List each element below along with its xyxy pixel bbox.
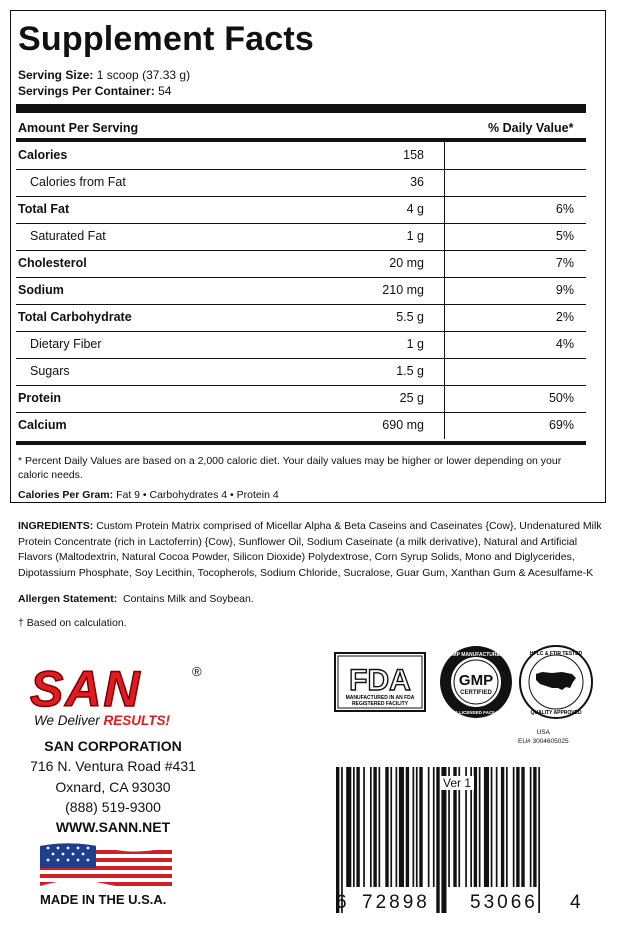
servings-per-container-value: 54 bbox=[158, 84, 172, 98]
gmp-top-text: GMP MANUFACTURED bbox=[448, 652, 504, 658]
nutrient-name: Calories bbox=[18, 148, 68, 162]
amount-per-serving-header: Amount Per Serving bbox=[18, 121, 139, 135]
tagline bbox=[34, 713, 170, 728]
fda-icon bbox=[334, 652, 426, 712]
barcode-right-group: 53066 bbox=[470, 892, 538, 913]
serving-size bbox=[18, 68, 190, 82]
nutrient-name: Cholesterol bbox=[18, 256, 87, 270]
tagline-prefix: We Deliver bbox=[34, 713, 100, 728]
phone: (888) 519-9300 bbox=[65, 799, 161, 815]
table-row bbox=[16, 142, 586, 169]
column-divider bbox=[444, 142, 445, 169]
us-flag-graphic bbox=[40, 842, 172, 890]
fda-letters: FDA bbox=[349, 664, 411, 697]
serving-size-label: Serving Size: bbox=[18, 68, 94, 82]
gmp-badge bbox=[438, 644, 514, 725]
column-divider bbox=[444, 250, 445, 277]
nutrient-name: Calcium bbox=[18, 418, 67, 432]
column-divider bbox=[444, 304, 445, 331]
barcode-check-digit: 4 bbox=[570, 892, 581, 913]
nutrient-name: Total Carbohydrate bbox=[18, 310, 132, 324]
us-flag-icon bbox=[40, 842, 172, 895]
nutrient-daily-value: 6% bbox=[555, 202, 574, 216]
made-in-usa: MADE IN THE U.S.A. bbox=[40, 892, 167, 907]
ingredients-label: INGREDIENTS: bbox=[18, 520, 94, 532]
nutrient-name: Dietary Fiber bbox=[30, 337, 102, 351]
fda-line1: MANUFACTURED IN AN FDA bbox=[345, 695, 415, 701]
website: WWW.SANN.NET bbox=[55, 819, 171, 835]
table-row bbox=[16, 223, 586, 250]
nutrient-amount: 1 g bbox=[406, 337, 424, 351]
gmp-text: GMP bbox=[458, 672, 494, 689]
nutrient-daily-value: 4% bbox=[555, 337, 574, 351]
nutrient-amount: 690 mg bbox=[382, 418, 424, 432]
table-row bbox=[16, 250, 586, 277]
nutrient-amount: 1 g bbox=[406, 229, 424, 243]
region-code bbox=[518, 728, 569, 746]
nutrient-name: Saturated Fat bbox=[30, 229, 106, 243]
fda-line2: REGISTERED FACILITY bbox=[351, 701, 409, 707]
allergen-statement bbox=[18, 593, 254, 605]
gmp-bottom-text: FDA LICENSED FACILITY bbox=[448, 710, 504, 715]
nutrient-daily-value: 9% bbox=[555, 283, 574, 297]
nutrient-name: Calories from Fat bbox=[30, 175, 126, 189]
daily-value-footnote: * Percent Daily Values are based on a 2,000 caloric diet. Your daily values may be higher or lower depending on your caloric needs. bbox=[18, 455, 562, 481]
column-divider bbox=[444, 223, 445, 250]
allergen-text: Contains Milk and Soybean. bbox=[123, 593, 254, 605]
san-logo-mark bbox=[26, 664, 196, 712]
san-logo bbox=[26, 664, 196, 717]
ingredients-text: Custom Protein Matrix comprised of Micellar Alpha & Beta Caseins and Caseinates {Cow}, Undenatured Milk Protein Concentrate (rich in Lactoferrin) {Cow}, Sunflower Oil, Sodium Caseinate (a milk derivative), Natural and Artificial Flavors (Maltodextrin, Natural Cocoa Powder, Silicon Dioxide) Polydextrose, Corn Syrup Solids, Mono and Diglycerides, Dipotassium Phosphate, Soy Lecithin, Tocopherols, Sodium Chloride, Sucralose, Guar Gum, Xanthan Gum & Acesulfame-K bbox=[18, 520, 602, 579]
nutrient-daily-value: 2% bbox=[555, 310, 574, 324]
column-divider bbox=[444, 277, 445, 304]
nutrient-amount: 36 bbox=[410, 175, 424, 189]
nutrient-daily-value: 5% bbox=[555, 229, 574, 243]
registered-mark: ® bbox=[192, 664, 202, 679]
nutrient-amount: 158 bbox=[403, 148, 424, 162]
tagline-emphasis: RESULTS! bbox=[103, 713, 171, 728]
column-divider bbox=[444, 412, 445, 439]
table-row bbox=[16, 169, 586, 196]
nutrient-daily-value: 7% bbox=[555, 256, 574, 270]
table-row bbox=[16, 358, 586, 385]
servings-per-container-label: Servings Per Container: bbox=[18, 84, 155, 98]
gmp-certified-text: CERTIFIED bbox=[460, 690, 492, 696]
table-row bbox=[16, 385, 586, 412]
column-divider bbox=[444, 331, 445, 358]
nutrient-amount: 210 mg bbox=[382, 283, 424, 297]
column-divider bbox=[444, 358, 445, 385]
ftir-badge bbox=[518, 644, 594, 725]
table-bottom-divider bbox=[16, 441, 586, 445]
allergen-label: Allergen Statement: bbox=[18, 593, 118, 605]
table-row bbox=[16, 196, 586, 223]
serving-size-value: 1 scoop (37.33 g) bbox=[96, 68, 191, 82]
barcode-version: Ver 1 bbox=[440, 776, 474, 790]
table-row bbox=[16, 304, 586, 331]
column-divider bbox=[444, 385, 445, 412]
table-row bbox=[16, 331, 586, 358]
dagger-note: † Based on calculation. bbox=[18, 617, 127, 629]
barcode-first-digit: 6 bbox=[336, 892, 347, 913]
region-country: USA bbox=[536, 729, 550, 736]
column-divider bbox=[444, 169, 445, 196]
ingredients bbox=[18, 519, 608, 581]
column-divider bbox=[444, 196, 445, 223]
nutrient-name: Sodium bbox=[18, 283, 64, 297]
table-row bbox=[16, 277, 586, 304]
san-logo-text: SAN bbox=[30, 664, 142, 712]
nutrient-amount: 1.5 g bbox=[396, 364, 424, 378]
calories-per-gram bbox=[18, 488, 588, 502]
address-line2: Oxnard, CA 93030 bbox=[55, 779, 171, 795]
ftir-bottom-text: QUALITY APPROVED bbox=[530, 710, 582, 716]
page-title: Supplement Facts bbox=[18, 20, 315, 58]
nutrient-amount: 5.5 g bbox=[396, 310, 424, 324]
region-eu-code: EU# 3004605025 bbox=[518, 738, 569, 745]
nutrient-daily-value: 69% bbox=[548, 418, 574, 432]
address-line1: 716 N. Ventura Road #431 bbox=[30, 758, 196, 774]
nutrient-amount: 20 mg bbox=[389, 256, 424, 270]
nutrient-name: Protein bbox=[18, 391, 62, 405]
company-name: SAN CORPORATION bbox=[44, 738, 182, 754]
ftir-seal-icon bbox=[518, 644, 594, 720]
thick-divider bbox=[16, 104, 586, 113]
nutrient-name: Sugars bbox=[30, 364, 70, 378]
fda-badge bbox=[334, 652, 426, 717]
gmp-seal-icon bbox=[438, 644, 514, 720]
ftir-top-text: HPLC & FTIR TESTED bbox=[529, 651, 583, 657]
servings-per-container bbox=[18, 84, 171, 98]
nutrient-name: Total Fat bbox=[18, 202, 70, 216]
table-row bbox=[16, 412, 586, 439]
daily-value-header: % Daily Value* bbox=[488, 121, 574, 135]
calories-per-gram-label: Calories Per Gram: bbox=[18, 489, 114, 501]
calories-per-gram-value: Fat 9 • Carbohydrates 4 • Protein 4 bbox=[116, 489, 279, 501]
barcode-left-group: 72898 bbox=[362, 892, 430, 913]
nutrient-amount: 4 g bbox=[406, 202, 424, 216]
nutrient-daily-value: 50% bbox=[548, 391, 574, 405]
nutrient-amount: 25 g bbox=[399, 391, 424, 405]
